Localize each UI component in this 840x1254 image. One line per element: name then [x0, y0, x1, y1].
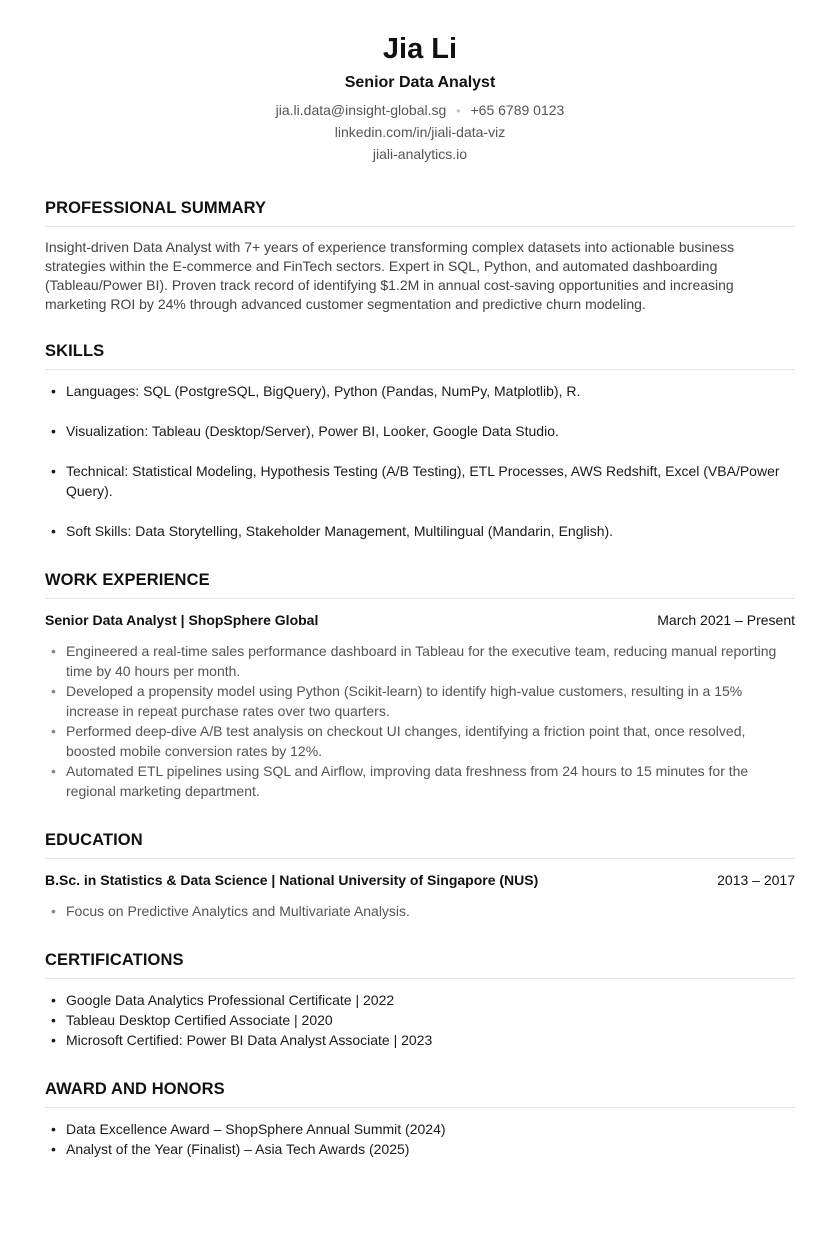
section-certifications	[45, 949, 795, 1050]
separator-dot: •	[456, 104, 461, 118]
bullet-icon: •	[51, 763, 56, 779]
section-heading: WORK EXPERIENCE	[45, 571, 210, 589]
list-item	[45, 901, 795, 921]
bullet-text: Developed a propensity model using Python (Scikit-learn) to identify high-value customers, resulting in a 15% increase in repeat purchase rates over two quarters.	[66, 683, 743, 719]
bullet-icon: •	[51, 903, 56, 919]
linkedin-link[interactable]: linkedin.com/in/jiali-data-viz	[334, 124, 506, 140]
section-divider	[45, 598, 795, 599]
section-skills	[45, 340, 795, 541]
section-heading: EDUCATION	[45, 831, 143, 849]
bullet-icon: •	[51, 1032, 56, 1048]
list-item	[45, 1030, 795, 1050]
email-link[interactable]: jia.li.data@insight-global.sg	[275, 102, 447, 118]
summary-text: Insight-driven Data Analyst with 7+ years of experience transforming complex datasets into actionable business strategies within the E-commerce and FinTech sectors. Expert in SQL, Python, and automated dashboarding (Tableau/Power BI). Proven track record of identifying $1.2M in annual cost-saving opportunities and increasing marketing ROI by 24% through advanced customer segmentation and predictive churn modeling.	[45, 239, 735, 312]
education-header	[45, 870, 795, 890]
bullet-icon: •	[51, 383, 56, 399]
bullet-icon: •	[51, 463, 56, 479]
section-heading: CERTIFICATIONS	[45, 951, 184, 969]
section-divider	[45, 1107, 795, 1108]
list-item	[45, 990, 795, 1010]
section-heading: AWARD AND HONORS	[45, 1080, 225, 1098]
award-text: Analyst of the Year (Finalist) – Asia Tech Awards (2025)	[66, 1141, 410, 1157]
list-item	[45, 1010, 795, 1030]
certifications-list	[45, 990, 795, 1050]
education-bullets	[45, 901, 795, 921]
certification-text: Google Data Analytics Professional Certificate | 2022	[66, 992, 395, 1008]
section-experience	[45, 569, 795, 801]
section-divider	[45, 226, 795, 227]
job-title: Senior Data Analyst | ShopSphere Global	[45, 612, 319, 628]
section-divider	[45, 978, 795, 979]
section-summary	[45, 197, 795, 314]
list-item	[45, 1119, 795, 1139]
skills-list	[45, 381, 795, 541]
job-bullets	[45, 641, 795, 801]
phone-number[interactable]: +65 6789 0123	[470, 102, 565, 118]
bullet-icon: •	[51, 683, 56, 699]
section-education	[45, 829, 795, 921]
bullet-icon: •	[51, 992, 56, 1008]
bullet-icon: •	[51, 643, 56, 659]
bullet-icon: •	[51, 523, 56, 539]
bullet-text: Engineered a real-time sales performance dashboard in Tableau for the executive team, reducing manual reporting time by 40 hours per month.	[66, 643, 777, 679]
skill-text: Technical: Statistical Modeling, Hypothesis Testing (A/B Testing), ETL Processes, AWS Redshift, Excel (VBA/Power Query).	[66, 463, 780, 499]
list-item	[45, 641, 795, 681]
website-link[interactable]: jiali-analytics.io	[372, 146, 468, 162]
bullet-icon: •	[51, 423, 56, 439]
list-item	[45, 461, 795, 501]
degree-title: B.Sc. in Statistics & Data Science | National University of Singapore (NUS)	[45, 872, 539, 888]
contact-line-email-phone	[45, 100, 795, 120]
skill-text: Soft Skills: Data Storytelling, Stakeholder Management, Multilingual (Mandarin, English).	[66, 523, 614, 539]
bullet-icon: •	[51, 723, 56, 739]
list-item	[45, 521, 795, 541]
skill-text: Languages: SQL (PostgreSQL, BigQuery), Python (Pandas, NumPy, Matplotlib), R.	[66, 383, 581, 399]
list-item	[45, 1139, 795, 1159]
candidate-name: Jia Li	[382, 33, 458, 65]
list-item	[45, 681, 795, 721]
awards-list	[45, 1119, 795, 1159]
bullet-icon: •	[51, 1121, 56, 1137]
bullet-icon: •	[51, 1012, 56, 1028]
section-awards	[45, 1078, 795, 1159]
candidate-title: Senior Data Analyst	[344, 74, 496, 91]
resume-header	[45, 0, 795, 164]
bullet-text: Performed deep-dive A/B test analysis on checkout UI changes, identifying a friction point that, once resolved, boosted mobile conversion rates by 12%.	[66, 723, 746, 759]
section-heading: PROFESSIONAL SUMMARY	[45, 199, 267, 217]
skill-text: Visualization: Tableau (Desktop/Server), Power BI, Looker, Google Data Studio.	[66, 423, 559, 439]
education-date: 2013 – 2017	[717, 872, 795, 888]
list-item	[45, 721, 795, 761]
list-item	[45, 761, 795, 801]
job-date: March 2021 – Present	[657, 612, 795, 628]
bullet-text: Automated ETL pipelines using SQL and Airflow, improving data freshness from 24 hours to 15 minutes for the regional marketing department.	[66, 763, 749, 799]
list-item	[45, 421, 795, 441]
section-divider	[45, 858, 795, 859]
job-header	[45, 610, 795, 630]
certification-text: Tableau Desktop Certified Associate | 2020	[66, 1012, 333, 1028]
list-item	[45, 381, 795, 401]
bullet-text: Focus on Predictive Analytics and Multivariate Analysis.	[66, 903, 410, 919]
certification-text: Microsoft Certified: Power BI Data Analyst Associate | 2023	[66, 1032, 433, 1048]
bullet-icon: •	[51, 1141, 56, 1157]
section-heading: SKILLS	[45, 342, 105, 360]
section-divider	[45, 369, 795, 370]
award-text: Data Excellence Award – ShopSphere Annual Summit (2024)	[66, 1121, 446, 1137]
